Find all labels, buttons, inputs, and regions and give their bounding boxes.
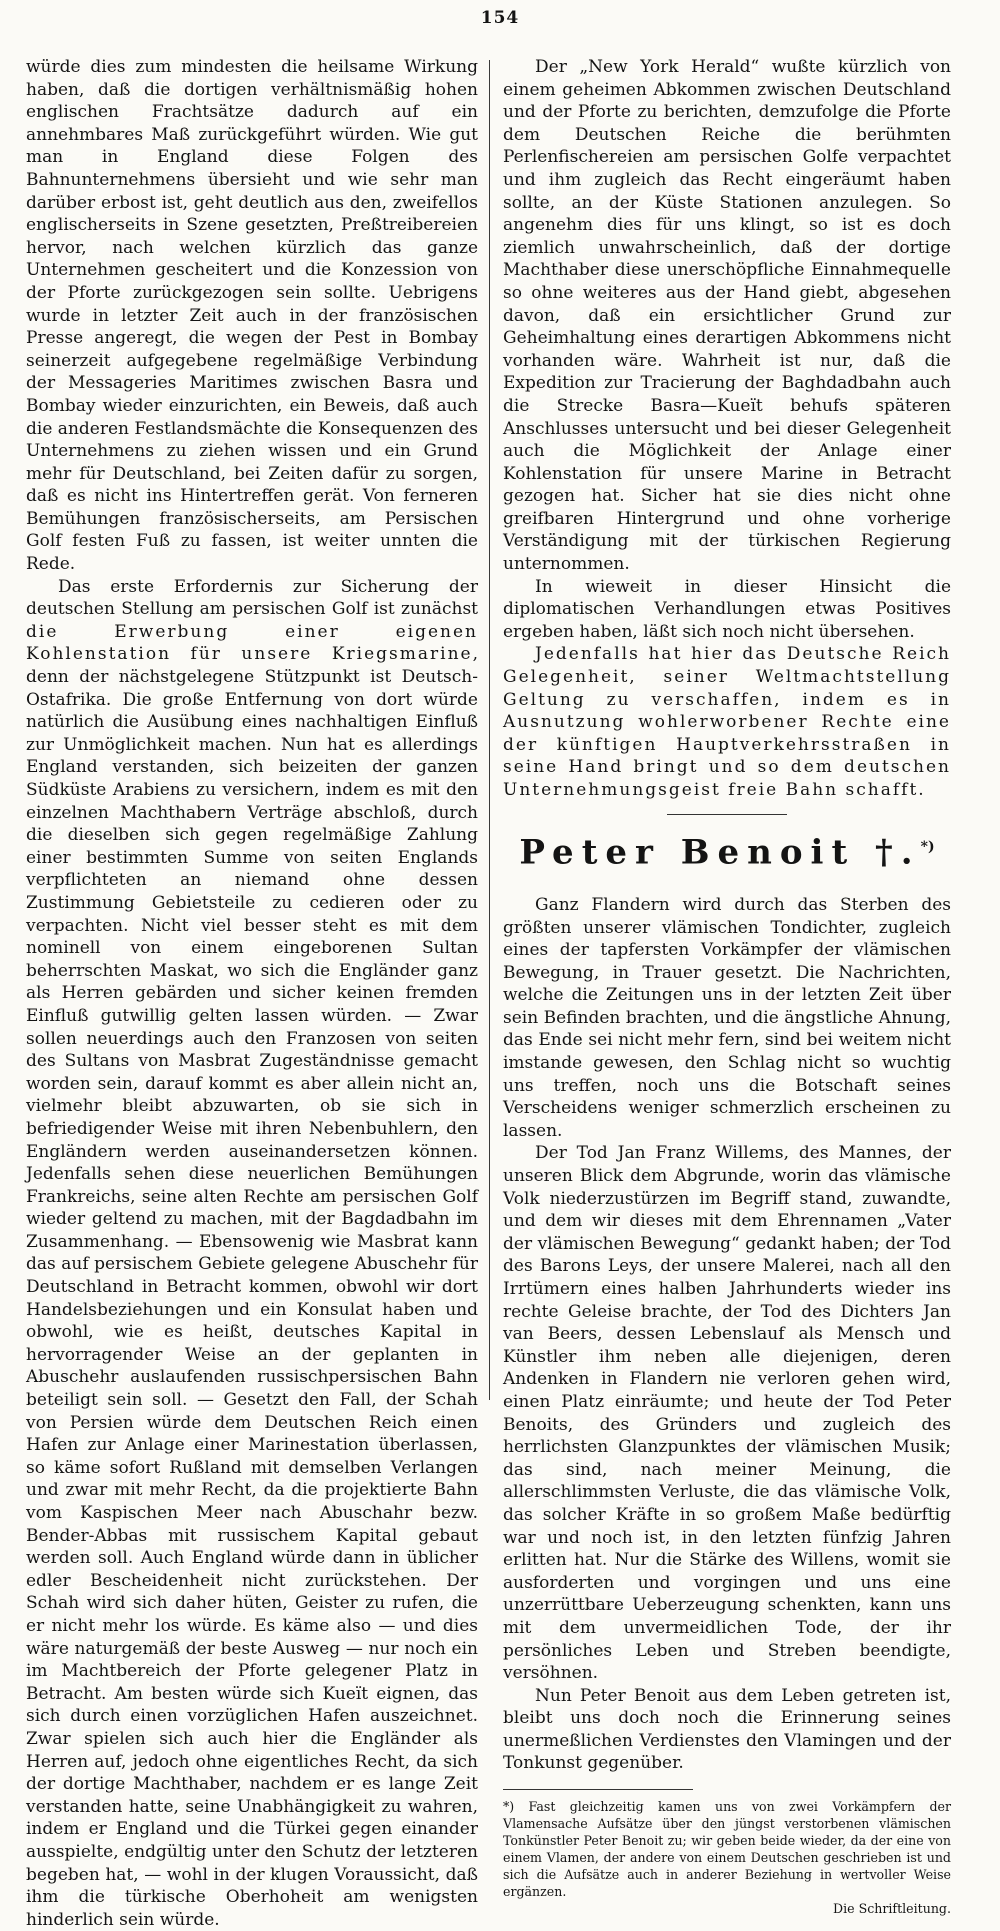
- left-paragraph-2-rest: , denn der nächstgelegene Stützpunkt ist Deutsch-Ostafrika. Die große Entfernung von dort würde natürlich die Ausübung eines nachhaltigen Einfluß zur Unmöglichkeit machen. Nun hat es allerdings England verstanden, sich beizeiten der ganzen Südküste Arabiens zu versichern, indem es mit den einzelnen Machthabern Verträge abschloß, durch die dieselben sich gegen regelmäßige Zahlung einer bestimmten Summe von seiten Englands verpflichteten an niemand ohne dessen Zustimmung Gebietsteile zu cedieren oder zu verpachten. Nicht viel besser steht es mit dem nominell von einem eingeborenen Sultan beherrschten Maskat, wo sich die Engländer ganz als Herren gebärden und sicher keinen fremden Einfluß gutwillig gelten lassen würden. — Zwar sollen neuerdings auch den Franzosen von seiten des Sultans von Masbrat Zugeständnisse gemacht worden sein, darauf kommt es aber allein nicht an, vielmehr bleibt abzuwarten, ob sie sich in befriedigender Weise mit ihren Nebenbuhlern, den Engländern werden auseinandersetzen können. Jedenfalls sehen diese neuerlichen Bemühungen Frankreichs, seine alten Rechte am persischen Golf wieder geltend zu machen, mit der Bagdadbahn im Zusammenhang. — Ebensowenig wie Masbrat kann das auf persischem Gebiete gelegene Abuschehr für Deutschland in Betracht kommen, obwohl wir dort Handelsbeziehungen und ein Konsulat haben und obwohl, wie es heißt, deutsches Kapital in hervorragender Weise an der geplanten in Abuschehr auslaufenden russischpersischen Bahn beteiligt sein soll. — Gesetzt den Fall, der Schah von Persien würde dem Deutschen Reich einen Hafen zur Anlage einer Marinestation überlassen, so käme sofort Rußland mit demselben Verlangen und zwar mit mehr Recht, da die projektierte Bahn vom Kaspischen Meer nach Abuschahr bezw. Bender-Abbas mit russischem Kapital gebaut werden soll. Auch England würde dann in üblicher edler Bescheidenheit nicht zurückstehen. Der Schah wird sich daher hüten, Geister zu rufen, die er nicht mehr los würde. Es käme also — und dies wäre naturgemäß der beste Ausweg — nur noch ein im Machtbereich der Pforte gelegener Platz in Betracht. Am besten würde sich Kueït eignen, das sich durch einen vorzüglichen Hafen auszeichnet. Zwar spielen sich auch hier die Engländer als Herren auf, jedoch ohne eigentliches Recht, da sich der dortige Machthaber, nachdem er es lange Zeit verstanden hatte, seine Unabhängigkeit zu wahren, indem er England und die Türkei gegen einander ausspielte, endgültig unter den Schutz der letzteren begeben hat, — wohl in der klugen Voraussicht, daß ihm die türkische Oberhoheit am wenigsten hinderlich sein würde.: [26, 644, 478, 1930]
- right-paragraph-5: Der Tod Jan Franz Willems, des Mannes, der unseren Blick dem Abgrunde, worin das vlämische Volk niederzustürzen im Begriff stand, zuwandte, und dem wir dieses mit dem Ehrennamen „Vater der vlämischen Bewegung“ gedankt haben; der Tod des Barons Leys, der unsere Malerei, nach all den Irrtümern eines halben Jahrhunderts wieder ins rechte Geleise brachte, der Tod des Dichters Jan van Beers, dessen Lebenslauf als Mensch und Künstler ihm neben alle diejenigen, deren Andenken in Flandern nie verloren gehen wird, einen Platz einräumte; und heute der Tod Peter Benoits, des Gründers und zugleich des herrlichsten Glanzpunktes der vlämischen Musik; das sind, nach meiner Meinung, die allerschlimmsten Verluste, die das vlämische Volk, das solcher Kräfte in so großem Maße bedürftig war und noch ist, in den letzten fünfzig Jahren erlitten hat. Nur die Stärke des Willens, womit sie ausforderten und vorgingen und uns eine unzerrüttbare Ueberzeugung schenkten, kann uns mit dem unvermeidlichen Tode, der ihr persönliches Leben und Streben beendigte, versöhnen.: [503, 1143, 951, 1684]
- article-heading: [503, 827, 951, 872]
- left-paragraph-2: [26, 576, 478, 1931]
- footnote: [503, 1798, 951, 1917]
- footnote-text: *) Fast gleichzeitig kamen uns von zwei Vorkämpfern der Vlamensache Aufsätze über den jüngst verstorbenen vlämischen Tonkünstler Peter Benoit zu; wir geben beide wieder, da der eine von einem Vlamen, der andere von einem Deutschen geschrieben ist und sich die Aufsätze auch in anderer Beziehung in wertvoller Weise ergänzen.: [503, 1799, 951, 1900]
- page-number: 154: [480, 8, 520, 28]
- right-paragraph-2: In wieweit in dieser Hinsicht die diplomatischen Verhandlungen etwas Positives ergeben haben, läßt sich noch nicht übersehen.: [503, 576, 951, 642]
- right-paragraph-6: Nun Peter Benoit aus dem Leben getreten ist, bleibt uns doch noch die Erinnerung seines unermeßlichen Verdienstes den Vlamingen und der Tonkunst gegenüber.: [503, 1685, 951, 1774]
- footnote-divider: [503, 1789, 693, 1790]
- left-paragraph-2-start: Das erste Erfordernis zur Sicherung der deutschen Stellung am persischen Golf ist zunächst: [26, 576, 478, 620]
- left-paragraph-2-emphasis: die Erwerbung einer eigenen Kohlenstation für unsere Kriegsmarine: [26, 621, 478, 665]
- column-divider: [489, 60, 490, 1400]
- right-column: [503, 56, 951, 1917]
- left-column: [26, 56, 478, 1931]
- section-divider: [667, 814, 787, 815]
- article-heading-title: Peter Benoit: [519, 831, 856, 872]
- right-paragraph-1: Der „New York Herald“ wußte kürzlich von einem geheimen Abkommen zwischen Deutschland und der Pforte zu berichten, demzufolge die Pforte dem Deutschen Reiche die berühmten Perlenfischereien am persischen Golfe verpachtet und ihm zugleich das Recht eingeräumt haben sollte, an der Küste Stationen anzulegen. So angenehm dies für uns klingt, so ist es doch ziemlich unwahrscheinlich, daß der dortige Machthaber diese unerschöpfliche Einnahmequelle so ohne weiteres aus der Hand giebt, abgesehen davon, daß ein ersichtlicher Grund zur Geheimhaltung eines derartigen Abkommens nicht vorhanden wäre. Wahrheit ist nur, daß die Expedition zur Tracierung der Baghdadbahn auch die Strecke Basra—Kueït behufs späteren Anschlusses untersucht und bei dieser Gelegenheit auch die Möglichkeit der Anlage einer Kohlenstation für unsere Marine in Betracht gezogen hat. Sicher hat sie dies nicht ohne greifbaren Hintergrund und ohne vorherige Verständigung mit der türkischen Regierung unternommen.: [503, 57, 951, 575]
- left-paragraph-1: würde dies zum mindesten die heilsame Wirkung haben, daß die dortigen verhältnismäßig hohen englischen Frachtsätze dadurch auf ein annehmbares Maß zurückgeführt würden. Wie gut man in England diese Folgen des Bahnunternehmens übersieht und wie sehr man darüber erbost ist, geht deutlich aus den, zweifellos englischerseits in Szene gesetzten, Preßtreibereien hervor, nach welchen kürzlich das ganze Unternehmen gescheitert und die Konzession von der Pforte zurückgezogen sein sollte. Uebrigens wurde in letzter Zeit auch in der französischen Presse angeregt, die wegen der Pest in Bombay seinerzeit aufgegebene regelmäßige Verbindung der Messageries Maritimes zwischen Basra und Bombay wieder einzurichten, ein Beweis, daß auch die anderen Festlandsmächte die Konsequenzen des Unternehmens zu ziehen wissen und ein Grund mehr für Deutschland, bei Zeiten dafür zu sorgen, daß es nicht ins Hintertreffen gerät. Von ferneren Bemühungen französischerseits, am Persischen Golf festen Fuß zu fassen, ist weiter unnten die Rede.: [26, 57, 478, 575]
- footnote-ref: *): [920, 838, 935, 855]
- right-paragraph-4: Ganz Flandern wird durch das Sterben des größten unserer vlämischen Tondichter, zugleich eines der tapfersten Vorkämpfer der vlämischen Bewegung, in Trauer gesetzt. Die Nachrichten, welche die Zeitungen uns in der letzten Zeit über sein Befinden brachten, und die ängstliche Ahnung, das Ende sei nicht mehr fern, sind bei weitem nicht imstande gewesen, den Schlag nicht so wuchtig uns treffen, noch uns die Botschaft seines Verscheidens weniger schmerzlich erscheinen zu lassen.: [503, 894, 951, 1141]
- cross-mark: †.: [875, 831, 921, 872]
- footnote-signature: Die Schriftleitung.: [833, 1901, 951, 1917]
- right-paragraph-3: Jedenfalls hat hier das Deutsche Reich Gelegenheit, seiner Weltmachtstellung Geltung zu verschaffen, indem es in Ausnutzung wohlerworbener Rechte eine der künftigen Hauptverkehrsstraßen in seine Hand bringt und so dem deutschen Unternehmungsgeist freie Bahn schafft.: [503, 644, 951, 800]
